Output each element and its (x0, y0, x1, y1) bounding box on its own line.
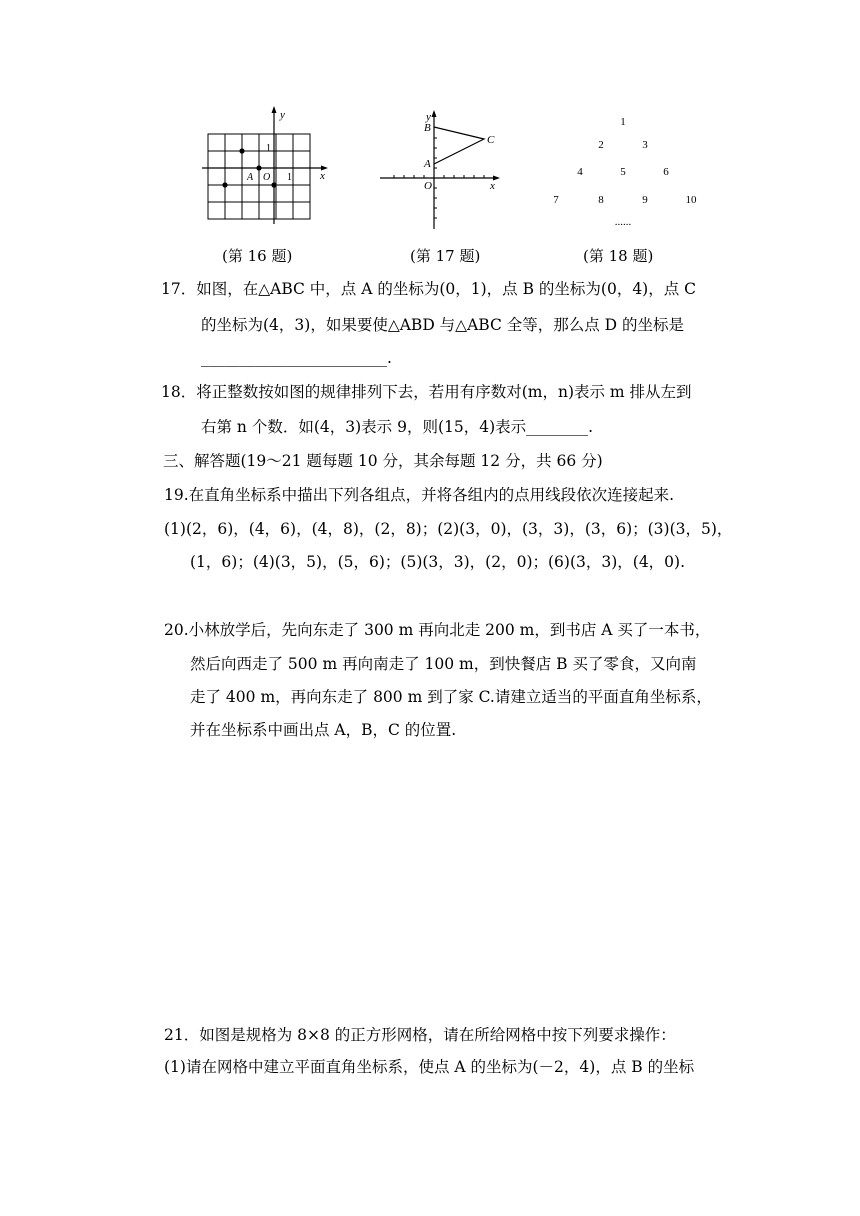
number-cell: 4 (577, 166, 583, 178)
number-cell: 8 (598, 194, 604, 206)
q18-line2: 右第 n 个数．如(4，3)表示 9，则(15，4)表示________. (201, 418, 594, 436)
unit-label-x: 1 (287, 172, 292, 183)
number-cell: 1 (620, 116, 626, 128)
axes (202, 108, 326, 224)
point-A-label: A (247, 172, 254, 183)
q20-line4: 并在坐标系中画出点 A，B，C 的位置. (190, 721, 457, 739)
grid-point (222, 182, 227, 187)
point-B-label: B (424, 122, 431, 134)
q19-line3: (1，6)；(4)(3，5)，(5，6)；(5)(3，3)，(2，0)；(6)(3，3)，(4，0). (190, 553, 686, 571)
q17-line1: 17．如图，在△ABC 中，点 A 的坐标为(0，1)，点 B 的坐标为(0，4)，点 C (161, 280, 697, 298)
origin-label: O (424, 180, 432, 192)
y-arrow (432, 110, 437, 117)
figure-18-number-triangle (540, 108, 710, 232)
x-axis-label: x (320, 170, 325, 182)
triangle-abc (434, 127, 484, 164)
number-cell: 6 (663, 166, 669, 178)
x-axis-label: x (490, 180, 495, 192)
q20-line2: 然后向西走了 500 m 再向南走了 100 m，到快餐店 B 买了零食，又向南 (190, 655, 697, 673)
q21-line1: 21．如图是规格为 8×8 的正方形网格，请在所给网格中按下列要求操作： (164, 1026, 676, 1044)
q17-line2: 的坐标为(4，3)，如果要使△ABD 与△ABC 全等，那么点 D 的坐标是 (201, 316, 685, 334)
q20-line3: 走了 400 m，再向东走了 800 m 到了家 C.请建立适当的平面直角坐标系， (190, 688, 712, 706)
number-cell: 7 (553, 194, 559, 206)
section-heading: 三、解答题(19～21 题每题 10 分，其余每题 12 分，共 66 分) (163, 452, 603, 470)
grid-point (239, 148, 244, 153)
figure-17-triangle (376, 108, 506, 232)
number-cell: 5 (620, 166, 626, 178)
y-axis-label: y (426, 111, 431, 123)
q18-line1: 18．将正整数按如图的规律排列下去，若用有序数对(m，n)表示 m 排从左到 (161, 383, 692, 401)
q20-line1: 20.小林放学后，先向东走了 300 m 再向北走 200 m，到书店 A 买了一本书， (164, 621, 711, 639)
unit-label-y: 1 (266, 143, 271, 154)
q19-line1: 19.在直角坐标系中描出下列各组点，并将各组内的点用线段依次连接起来. (164, 486, 675, 504)
ellipsis: ...... (614, 216, 632, 228)
figure-18-caption: (第 18 题) (583, 247, 654, 265)
number-cell: 9 (642, 194, 648, 206)
axes (380, 112, 498, 229)
figure-16-grid (196, 104, 336, 226)
grid-point (256, 165, 261, 170)
q19-line2: (1)(2，6)，(4，6)，(4，8)，(2，8)；(2)(3，0)，(3，3)，(3，6)；(3)(3，5)， (164, 520, 733, 538)
figure-17-caption: (第 17 题) (410, 247, 481, 265)
point-A-label: A (424, 158, 431, 170)
grid-lines (208, 134, 310, 219)
number-cell: 2 (598, 139, 604, 151)
number-cell: 3 (642, 139, 648, 151)
q21-line2: (1)请在网格中建立平面直角坐标系，使点 A 的坐标为(－2，4)，点 B 的坐标 (164, 1058, 695, 1076)
point-C-label: C (487, 134, 495, 146)
y-arrow (272, 106, 277, 113)
origin-label: O (263, 172, 271, 183)
q17-answer-blank: ________________________. (201, 349, 392, 367)
y-axis-label: y (280, 109, 285, 121)
number-cell: 10 (685, 194, 697, 206)
grid-point (271, 182, 276, 187)
figure-16-caption: (第 16 题) (222, 247, 293, 265)
